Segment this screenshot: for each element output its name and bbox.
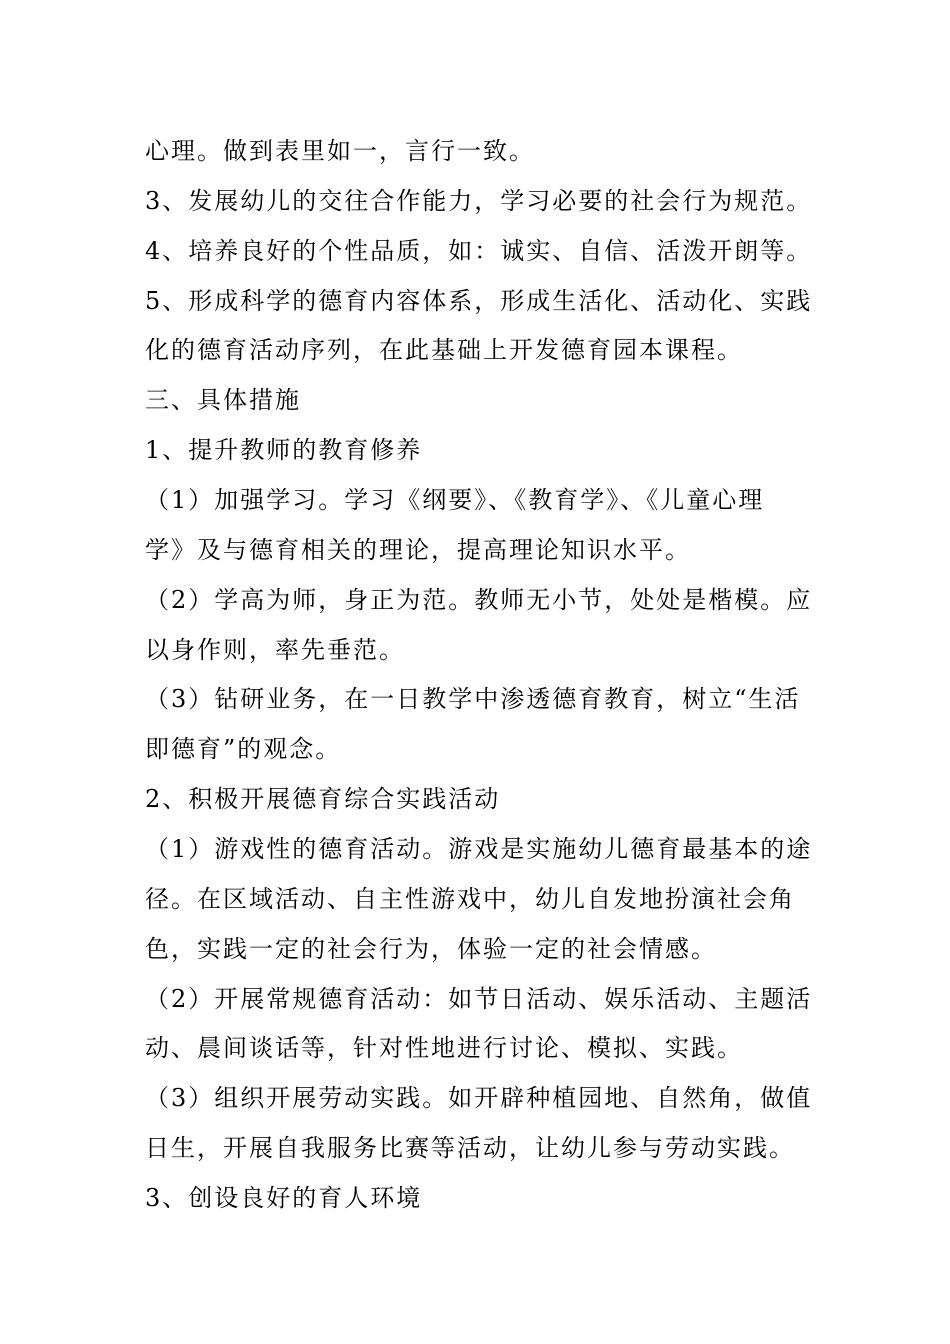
- subsection-heading: 2、积极开展德育综合实践活动: [145, 785, 501, 813]
- text-line: 动、晨间谈话等，针对性地进行讨论、模拟、实践。: [145, 1034, 743, 1062]
- text-line: 径。在区域活动、自主性游戏中，幼儿自发地扮演社会角: [145, 885, 795, 913]
- text-line: 化的德育活动序列，在此基础上开发德育园本课程。: [145, 336, 743, 364]
- text-line: 3、发展幼儿的交往合作能力，学习必要的社会行为规范。: [145, 187, 813, 215]
- text-line: （2）开展常规德育活动：如节日活动、娱乐活动、主题活: [145, 985, 813, 1013]
- text-line: 色，实践一定的社会行为，体验一定的社会情感。: [145, 935, 717, 963]
- text-line: 日生，开展自我服务比赛等活动，让幼儿参与劳动实践。: [145, 1134, 795, 1162]
- subsection-heading: 3、创设良好的育人环境: [145, 1184, 423, 1212]
- section-heading: 三、具体措施: [145, 386, 301, 414]
- text-line: 以身作则，率先垂范。: [145, 636, 405, 664]
- text-line: 学》及与德育相关的理论，提高理论知识水平。: [145, 536, 691, 564]
- text-line: （3）组织开展劳动实践。如开辟种植园地、自然角，做值: [145, 1084, 813, 1112]
- text-line: （3）钻研业务，在一日教学中渗透德育教育，树立“生活: [145, 685, 801, 713]
- text-line: （1）游戏性的德育活动。游戏是实施幼儿德育最基本的途: [145, 835, 813, 863]
- text-line: 心理。做到表里如一，言行一致。: [145, 137, 535, 165]
- subsection-heading: 1、提升教师的教育修养: [145, 436, 423, 464]
- text-line: 5、形成科学的德育内容体系，形成生活化、活动化、实践: [145, 287, 813, 315]
- text-line: （1）加强学习。学习《纲要》、《教育学》、《儿童心理: [145, 486, 765, 514]
- text-line: （2）学高为师，身正为范。教师无小节，处处是楷模。应: [145, 586, 813, 614]
- text-line: 4、培养良好的个性品质，如：诚实、自信、活泼开朗等。: [145, 237, 813, 265]
- text-line: 即德育”的观念。: [145, 735, 342, 763]
